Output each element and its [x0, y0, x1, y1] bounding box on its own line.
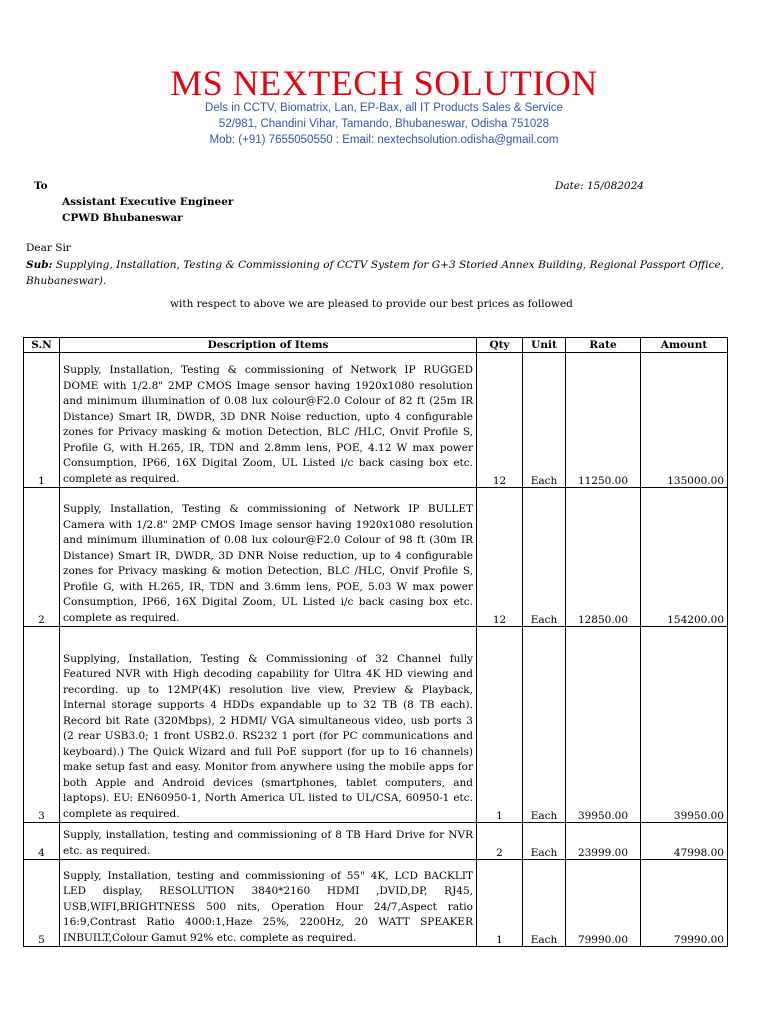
row-amount: 47998.00: [641, 823, 728, 860]
row-unit: Each: [523, 627, 566, 823]
row-sn: 1: [24, 353, 60, 488]
row-qty: 12: [477, 488, 523, 627]
row-sn: 4: [24, 823, 60, 860]
row-description: Supply, installation, testing and commissioning of 8 TB Hard Drive for NVR etc. as required.: [60, 823, 477, 860]
row-unit: Each: [523, 860, 566, 947]
row-sn: 2: [24, 488, 60, 627]
row-unit: Each: [523, 488, 566, 627]
items-table: [23, 337, 728, 947]
company-address: 52/981, Chandini Vihar, Tamando, Bhubaneswar, Odisha 751028: [218, 118, 550, 130]
row-sn: 5: [24, 860, 60, 947]
row-qty: 2: [477, 823, 523, 860]
row-amount: 135000.00: [641, 353, 728, 488]
table-row: [24, 488, 728, 627]
subject: [26, 257, 724, 289]
row-description: Supply, Installation, Testing & commissioning of Network IP RUGGED DOME with 1/2.8" 2MP CMOS Image sensor having 1920x1080 resolution and minimum illumination of 0.08 lux colour@F2.0 Colour of 82 ft (25m IR Distance) Smart IR, DWDR, 3D DNR Noise reduction, upto 4 configurable zones for Privacy masking & motion Detection, BLC /HLC, Onvif Profile S, Profile G, with H.265, IR, TDN and 2.8mm lens, POE, 4.12 W max power Consumption, IP66, 16X Digital Zoom, UL Listed i/c back casing box etc. complete as required.: [60, 353, 477, 488]
row-amount: 79990.00: [641, 860, 728, 947]
row-qty: 1: [477, 860, 523, 947]
table-row: [24, 860, 728, 947]
row-amount: 39950.00: [641, 627, 728, 823]
company-tagline: Dels in CCTV, Biomatrix, Lan, EP-Bax, all IT Products Sales & Service: [205, 102, 563, 114]
row-rate: 79990.00: [566, 860, 641, 947]
company-name: MS NEXTECH SOLUTION: [170, 63, 598, 103]
intro-text: with respect to above we are pleased to provide our best prices as followed: [170, 298, 573, 310]
table-row: [24, 353, 728, 488]
row-rate: 39950.00: [566, 627, 641, 823]
header-sn: S.N: [24, 338, 60, 353]
row-qty: 1: [477, 627, 523, 823]
row-rate: 12850.00: [566, 488, 641, 627]
subject-text: Supplying, Installation, Testing & Commissioning of CCTV System for G+3 Storied Annex Building, Regional Passport Office, Bhubaneswar).: [26, 259, 724, 287]
header-qty: Qty: [477, 338, 523, 353]
header-rate: Rate: [566, 338, 641, 353]
header-amount: Amount: [641, 338, 728, 353]
salutation: Dear Sir: [26, 242, 71, 254]
table-row: [24, 627, 728, 823]
header-description: Description of Items: [60, 338, 477, 353]
company-contact: Mob: (+91) 7655050550 : Email: nextechsolution.odisha@gmail.com: [209, 134, 559, 146]
row-amount: 154200.00: [641, 488, 728, 627]
row-description: Supply, Installation, Testing & commissioning of Network IP BULLET Camera with 1/2.8" 2MP CMOS Image sensor having 1920x1080 resolution and minimum illumination of 0.08 lux colour@F2.0 Colour of 98 ft (30m IR Distance) Smart IR, DWDR, 3D DNR Noise reduction, up to 4 configurable zones for Privacy masking & motion Detection, BLC /HLC, Onvif Profile S, Profile G, with H.265, IR, TDN and 3.6mm lens, POE, 5.03 W max power Consumption, IP66, 16X Digital Zoom, UL Listed i/c back casing box etc. complete as required.: [60, 488, 477, 627]
recipient-title: Assistant Executive Engineer: [62, 196, 234, 208]
row-rate: 11250.00: [566, 353, 641, 488]
subject-label: Sub:: [26, 259, 53, 271]
recipient-org: CPWD Bhubaneswar: [62, 212, 183, 224]
header-unit: Unit: [523, 338, 566, 353]
row-sn: 3: [24, 627, 60, 823]
table-header-row: [24, 338, 728, 353]
row-description: Supply, Installation, testing and commissioning of 55" 4K, LCD BACKLIT LED display, RESOLUTION 3840*2160 HDMI ,DVID,DP, RJ45, USB,WIFI,BRIGHTNESS 500 nits, Operation Hour 24/7,Aspect ratio 16:9,Contrast Ratio 4000:1,Haze 25%, 2200Hz, 20 WATT SPEAKER INBUILT,Colour Gamut 92% etc. complete as required.: [60, 860, 477, 947]
row-rate: 23999.00: [566, 823, 641, 860]
row-unit: Each: [523, 823, 566, 860]
row-qty: 12: [477, 353, 523, 488]
row-unit: Each: [523, 353, 566, 488]
row-description: Supplying, Installation, Testing & Commissioning of 32 Channel fully Featured NVR with High decoding capability for Ultra 4K HD viewing and recording. up to 12MP(4K) resolution live view, Preview & Playback, Internal storage supports 4 HDDs expandable up to 32 TB (8 TB each). Record bit Rate (320Mbps), 2 HDMI/ VGA simultaneous video, usb ports 3 (2 rear USB3.0; 1 front USB2.0. RS232 1 port (for PC communications and keyboard).) The Quick Wizard and full PoE support (for up to 16 channels) make setup fast and easy. Monitor from anywhere using the mobile apps for both Apple and Android devices (smartphones, tablet computers, and laptops). EU: EN60950-1, North America UL listed to UL/CSA, 60950-1 etc. complete as required.: [60, 627, 477, 823]
to-label: To: [34, 180, 48, 192]
letter-date: Date: 15/082024: [555, 180, 644, 192]
table-row: [24, 823, 728, 860]
